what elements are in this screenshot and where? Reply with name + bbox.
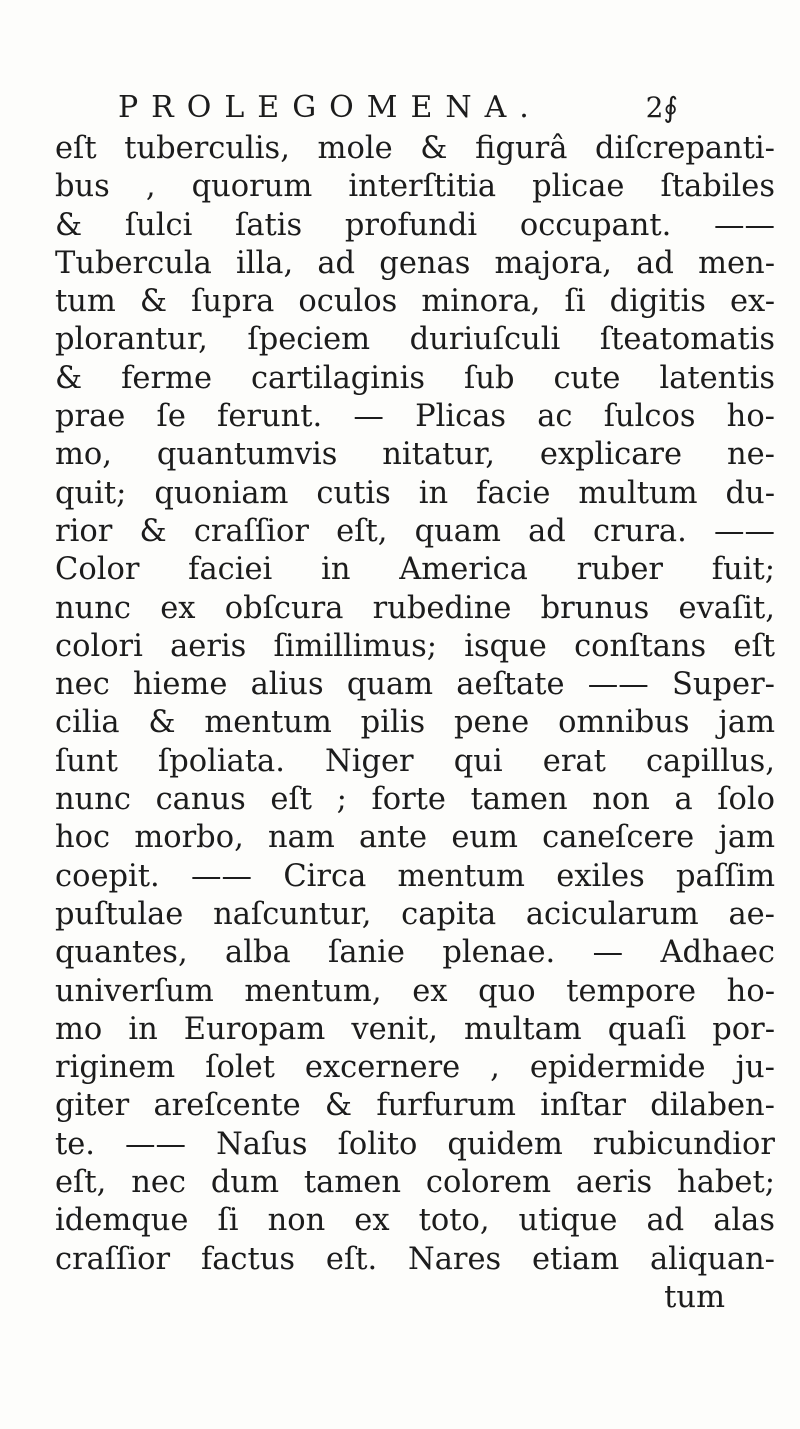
text-line: nunc ex obſcura rubedine brunus evaſit, bbox=[55, 590, 775, 626]
text-line: quit; quoniam cutis in facie multum du- bbox=[55, 475, 775, 511]
text-line: tum & ſupra oculos minora, ſi digitis ex- bbox=[55, 284, 775, 320]
text-line: hoc morbo, nam ante eum caneſcere jam bbox=[55, 820, 775, 856]
text-line: giter areſcente & furfurum inſtar dilaben- bbox=[55, 1088, 775, 1124]
text-line: colori aeris ſimillimus; isque conſtans eſt bbox=[55, 628, 775, 664]
text-line: mo in Europam venit, multam quaſi por- bbox=[55, 1011, 775, 1047]
text-line: Tubercula illa, ad genas majora, ad men- bbox=[55, 245, 775, 281]
text-line: plorantur, ſpeciem duriuſculi ſteatomatis bbox=[55, 322, 775, 358]
text-line: nec hieme alius quam aeſtate —— Super- bbox=[55, 667, 775, 703]
body-text bbox=[55, 130, 775, 1317]
text-line: univerſum mentum, ex quo tempore ho- bbox=[55, 973, 775, 1009]
text-line: mo, quantumvis nitatur, explicare ne- bbox=[55, 437, 775, 473]
text-line: nunc canus eſt ; forte tamen non a ſolo bbox=[55, 782, 775, 818]
text-line: idemque ſi non ex toto, utique ad alas bbox=[55, 1203, 775, 1239]
running-head: PROLEGOMENA. bbox=[118, 90, 542, 125]
text-line: & ferme cartilaginis ſub cute latentis bbox=[55, 360, 775, 396]
catchword: tum bbox=[664, 1279, 725, 1315]
text-line: eſt, nec dum tamen colorem aeris habet; bbox=[55, 1165, 775, 1201]
text-line: coepit. —— Circa mentum exiles paſſim bbox=[55, 858, 775, 894]
text-line: & ſulci ſatis profundi occupant. —— bbox=[55, 207, 775, 243]
text-line: puſtulae naſcuntur, capita acicularum ae- bbox=[55, 896, 775, 932]
text-line: ſunt ſpoliata. Niger qui erat capillus, bbox=[55, 743, 775, 779]
text-line: te. —— Naſus ſolito quidem rubicundior bbox=[55, 1126, 775, 1162]
page-header bbox=[118, 88, 678, 128]
text-line: craſſior factus eſt. Nares etiam aliquan- bbox=[55, 1241, 775, 1277]
text-line: cilia & mentum pilis pene omnibus jam bbox=[55, 705, 775, 741]
text-line: prae ſe ferunt. — Plicas ac ſulcos ho- bbox=[55, 399, 775, 435]
text-line: eſt tuberculis, mole & figurâ diſcrepanti- bbox=[55, 131, 775, 166]
page-number: 2∮ bbox=[645, 91, 678, 124]
text-line: Color faciei in America ruber fuit; bbox=[55, 552, 775, 588]
text-line: bus , quorum interſtitia plicae ſtabiles bbox=[55, 169, 775, 205]
text-line: rior & craſſior eſt, quam ad crura. —— bbox=[55, 513, 775, 549]
text-line: quantes, alba ſanie plenae. — Adhaec bbox=[55, 935, 775, 971]
text-line: riginem ſolet excernere , epidermide ju- bbox=[55, 1050, 775, 1086]
